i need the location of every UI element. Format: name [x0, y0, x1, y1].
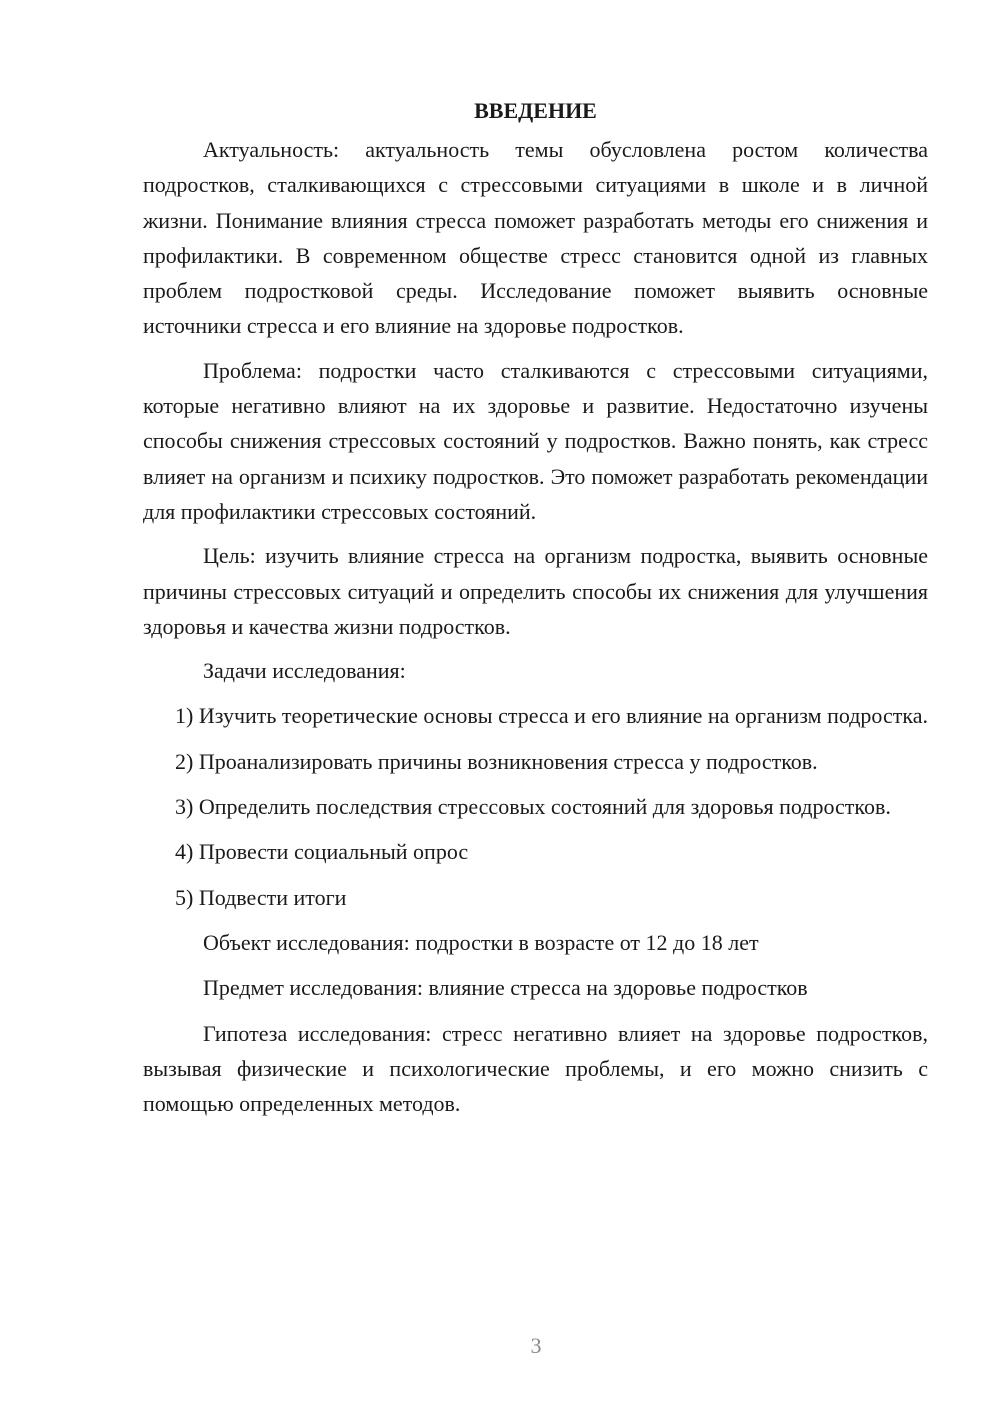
task-item: 2) Проанализировать причины возникновения стресса у подростков. — [175, 748, 818, 774]
page-number: 3 — [530, 1333, 542, 1358]
tasks-title: Задачи исследования: — [203, 658, 406, 684]
object-paragraph: Объект исследования: подростки в возрасте от 12 до 18 лет — [203, 929, 759, 955]
document-page — [143, 95, 928, 1130]
task-item: 1) Изучить теоретические основы стресса и его влияние на организм подростка. — [175, 703, 928, 729]
relevance-paragraph: Актуальность: актуальность темы обусловлена ростом количества подростков, сталкивающихся с стрессовыми ситуациями в школе и в личной жизни. Понимание влияния стресса поможет разработать методы его снижения и профилактики. В современном обществе стресс становится одной из главных проблем подростковой среды. Исследование поможет выявить основные источники стресса и его влияние на здоровье подростков. — [143, 137, 928, 339]
problem-paragraph: Проблема: подростки часто сталкиваются с стрессовыми ситуациями, которые негативно влияют на их здоровье и развитие. Недостаточно изучены способы снижения стрессовых состояний у подростков. Важно понять, как стресс влияет на организм и психику подростков. Это поможет разработать рекомендации для профилактики стрессовых состояний. — [143, 357, 928, 524]
subject-paragraph: Предмет исследования: влияние стресса на здоровье подростков — [203, 975, 808, 1001]
hypothesis-paragraph: Гипотеза исследования: стресс негативно влияет на здоровье подростков, вызывая физические и психологические проблемы, и его можно снизить с помощью определенных методов. — [143, 1020, 928, 1117]
page-title: ВВЕДЕНИЕ — [474, 98, 597, 123]
task-item: 3) Определить последствия стрессовых состояний для здоровья подростков. — [175, 794, 891, 820]
goal-paragraph: Цель: изучить влияние стресса на организм подростка, выявить основные причины стрессовых ситуаций и определить способы их снижения для улучшения здоровья и качества жизни подростков. — [143, 543, 928, 639]
task-item: 4) Провести социальный опрос — [175, 839, 469, 865]
task-item: 5) Подвести итоги — [175, 884, 347, 910]
